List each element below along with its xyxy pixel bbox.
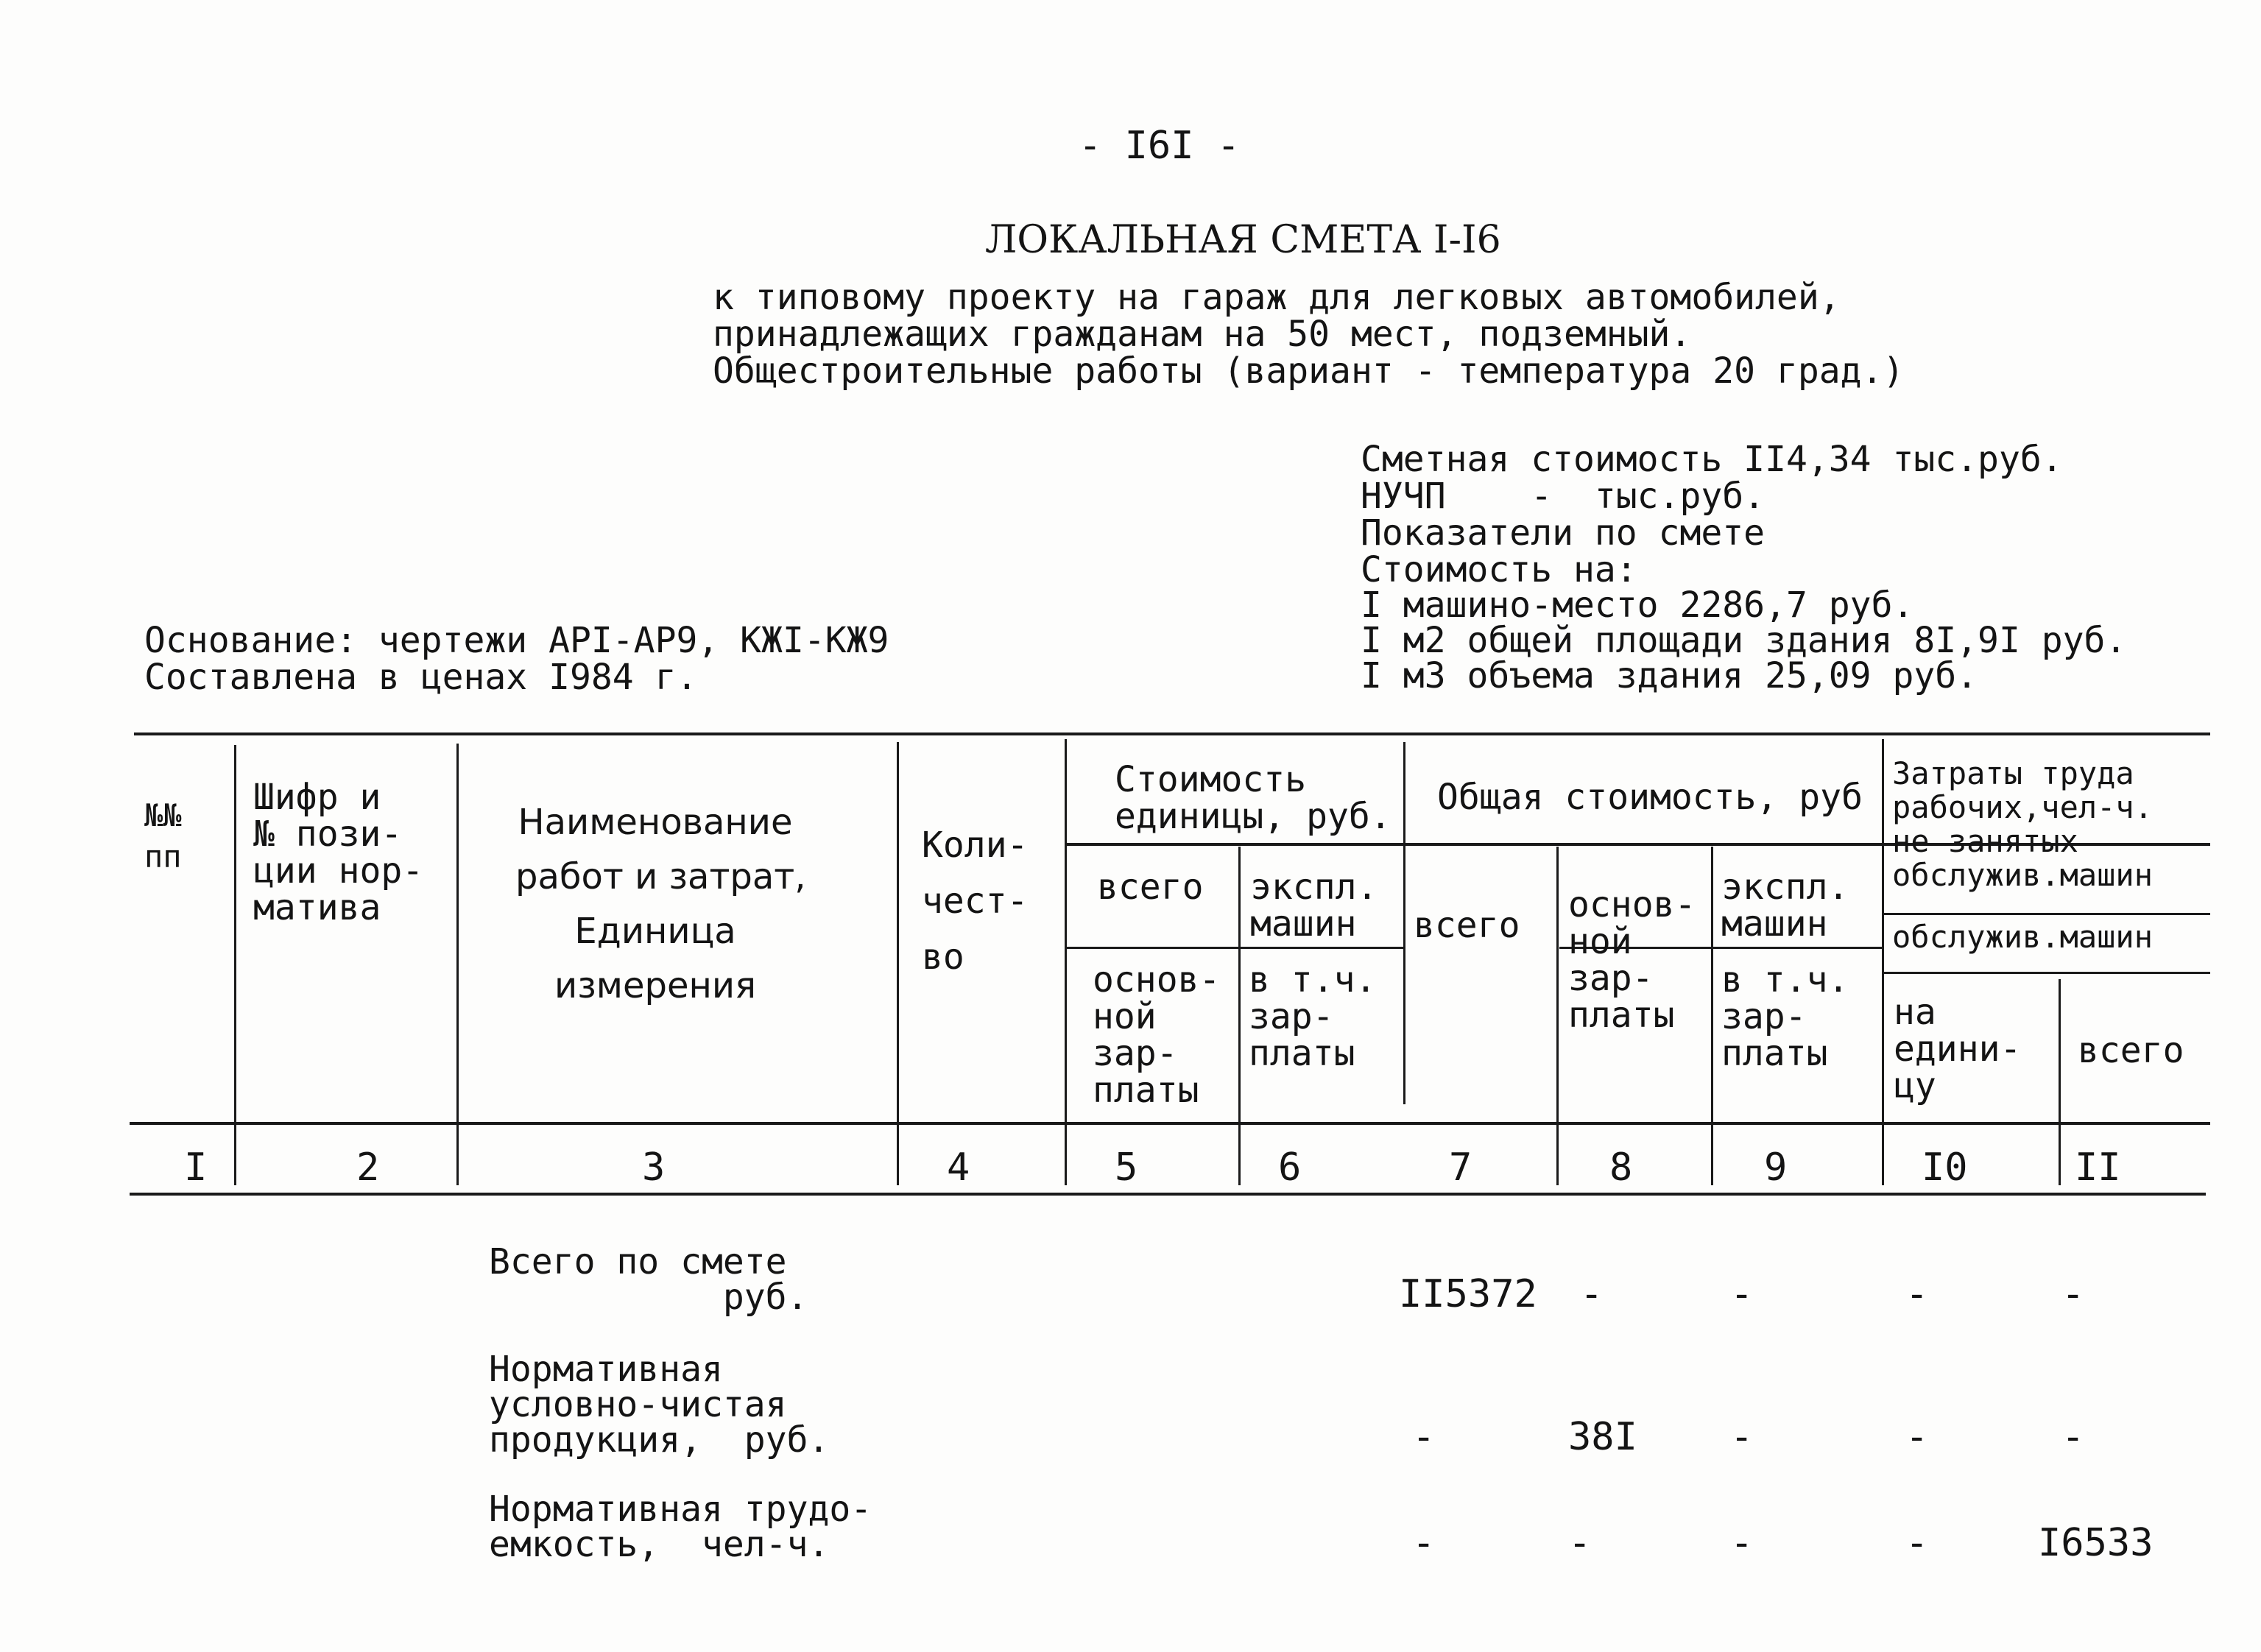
subtitle-line: Общестроительные работы (вариант - температура 20 град.) [713,350,1905,392]
summary-line: Стоимость на: [1361,549,1637,590]
row-value: II5372 [1399,1272,1537,1316]
col-divider [1065,739,1067,1185]
col-divider [897,742,899,1185]
column-number: 9 [1764,1146,1788,1190]
summary-line: I м3 объема здания 25,09 руб. [1361,655,1978,696]
subtitle-line: принадлежащих гражданам на 50 мест, подземный. [713,314,1692,355]
page-number: - I6I - [1079,124,1241,168]
summary-line: НУЧП - тыс.руб. [1361,476,1766,517]
header-unit-cost: Стоимость единицы, руб. [1115,759,1391,837]
summary-line: Показатели по смете [1361,512,1766,554]
row-value: - [1905,1521,1929,1565]
row-label: Всего по смете руб. [489,1241,808,1318]
header-total-cost: Общая стоимость, руб [1437,777,1863,818]
column-number: 3 [642,1146,666,1190]
header-unit-wages: основ- ной зар- платы [1093,959,1221,1111]
row-value: 38I [1568,1415,1637,1459]
row-value: - [2061,1272,2085,1316]
header-unit-machines: экспл. машин [1250,866,1378,945]
column-number: I [184,1146,208,1190]
document-title: ЛОКАЛЬНАЯ СМЕТА I-I6 [985,218,1501,262]
row-value: - [1730,1415,1754,1459]
row-value: - [1905,1415,1929,1459]
row-value: - [1568,1521,1592,1565]
header-labor-per-unit: на едини- цу [1894,992,2022,1106]
header-sub-rule [1883,972,2210,974]
col-divider [234,745,236,1185]
basis-line: Основание: чертежи АРI-АР9, КЖI-КЖ9 [144,620,889,661]
column-number: II [2075,1146,2121,1190]
header-sub-rule [1883,913,2210,915]
basis-line: Составлена в ценах I984 г. [144,657,698,698]
row-value: I6533 [2038,1521,2154,1565]
col-divider [1556,847,1559,1185]
header-total-wages: основ- ной зар- платы [1568,884,1696,1036]
header-labor-service: обслужив.машин [1892,919,2154,955]
summary-line: I м2 общей площади здания 8I,9I руб. [1361,620,2127,661]
col-divider [1403,742,1405,847]
numbers-bottom-rule [130,1193,2206,1196]
col-divider [2059,979,2061,1185]
col-divider [456,744,459,1185]
column-number: I0 [1922,1146,1968,1190]
summary-line: Сметная стоимость II4,34 тыс.руб. [1361,439,2063,480]
row-value: - [1412,1415,1436,1459]
summary-line: I машино-место 2286,7 руб. [1361,585,1914,626]
header-number: №№ пп [144,797,182,875]
col-divider [1711,847,1713,1185]
subtitle-line: к типовому проекту на гараж для легковых автомобилей, [713,277,1841,318]
header-sub-rule [1066,947,1405,949]
header-labor-total: всего [2078,1030,2184,1071]
row-value: - [2061,1415,2085,1459]
header-quantity: Коли- чест- во [922,825,1029,978]
column-number: 6 [1278,1146,1302,1190]
row-value: - [1730,1272,1754,1316]
col-divider [1403,847,1405,1104]
col-divider [1882,739,1884,1185]
row-value: - [1730,1521,1754,1565]
header-labor: Затраты труда рабочих,чел-ч. не занятых обслужив.машин [1892,755,2154,893]
row-label: Нормативная трудо- емкость, чел-ч. [489,1489,872,1565]
row-value: - [1412,1521,1436,1565]
row-value: - [1905,1272,1929,1316]
column-number: 2 [356,1146,380,1190]
table-top-rule [134,733,2210,735]
row-value: - [1580,1272,1604,1316]
column-number: 8 [1609,1146,1633,1190]
header-code: Шифр и № пози- ции нор- матива [253,777,424,928]
header-unit-total: всего [1097,866,1204,908]
header-name: Наименование работ и затрат, Единица измерения [515,802,806,1006]
col-divider [1238,847,1241,1185]
row-label: Нормативная условно-чистая продукция, руб. [489,1349,830,1461]
header-bottom-rule [130,1122,2210,1125]
header-total-machines: экспл. машин [1721,866,1849,945]
column-number: 5 [1115,1146,1138,1190]
header-unit-incl-wages: в т.ч. зар- платы [1249,959,1377,1074]
header-total-all: всего [1414,905,1520,946]
column-number: 7 [1449,1146,1472,1190]
header-total-incl-wages: в т.ч. зар- платы [1721,959,1849,1074]
column-number: 4 [947,1146,970,1190]
